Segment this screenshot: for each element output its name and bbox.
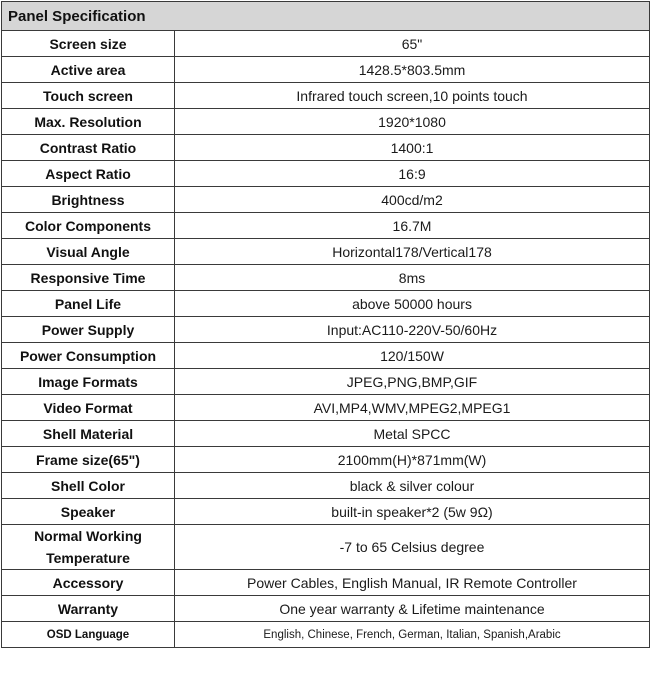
row-label: Power Consumption xyxy=(2,343,175,369)
row-label: Video Format xyxy=(2,395,175,421)
table-row xyxy=(2,499,650,525)
table-row xyxy=(2,213,650,239)
row-value: -7 to 65 Celsius degree xyxy=(175,525,650,570)
row-value: 65" xyxy=(175,31,650,57)
table-row xyxy=(2,622,650,648)
table-row xyxy=(2,369,650,395)
row-label: Responsive Time xyxy=(2,265,175,291)
table-row xyxy=(2,317,650,343)
table-row xyxy=(2,239,650,265)
row-label: Contrast Ratio xyxy=(2,135,175,161)
row-value: 400cd/m2 xyxy=(175,187,650,213)
row-label: Frame size(65") xyxy=(2,447,175,473)
row-value: built-in speaker*2 (5w 9Ω) xyxy=(175,499,650,525)
row-value: One year warranty & Lifetime maintenance xyxy=(175,596,650,622)
row-label: Speaker xyxy=(2,499,175,525)
table-row xyxy=(2,135,650,161)
table-row xyxy=(2,83,650,109)
row-label: Accessory xyxy=(2,570,175,596)
table-row xyxy=(2,31,650,57)
row-value: Power Cables, English Manual, IR Remote Controller xyxy=(175,570,650,596)
row-value: Horizontal178/Vertical178 xyxy=(175,239,650,265)
row-label: Warranty xyxy=(2,596,175,622)
row-label: Visual Angle xyxy=(2,239,175,265)
row-label: Panel Life xyxy=(2,291,175,317)
table-row xyxy=(2,447,650,473)
row-value: 1400:1 xyxy=(175,135,650,161)
row-label: Touch screen xyxy=(2,83,175,109)
table-row xyxy=(2,109,650,135)
row-value: Input:AC110-220V-50/60Hz xyxy=(175,317,650,343)
row-label: Brightness xyxy=(2,187,175,213)
row-value: JPEG,PNG,BMP,GIF xyxy=(175,369,650,395)
table-row xyxy=(2,421,650,447)
row-value: above 50000 hours xyxy=(175,291,650,317)
table-row xyxy=(2,265,650,291)
row-value: Metal SPCC xyxy=(175,421,650,447)
table-row xyxy=(2,343,650,369)
row-label: Active area xyxy=(2,57,175,83)
spec-table xyxy=(1,1,650,648)
row-label: OSD Language xyxy=(2,622,175,648)
header-row xyxy=(2,2,650,31)
row-label: Shell Color xyxy=(2,473,175,499)
row-value: AVI,MP4,WMV,MPEG2,MPEG1 xyxy=(175,395,650,421)
table-row xyxy=(2,473,650,499)
row-value: 120/150W xyxy=(175,343,650,369)
row-label: Color Components xyxy=(2,213,175,239)
row-value: 16:9 xyxy=(175,161,650,187)
table-row xyxy=(2,395,650,421)
table-row xyxy=(2,525,650,570)
spec-sheet xyxy=(0,1,650,685)
table-row xyxy=(2,291,650,317)
table-row xyxy=(2,161,650,187)
row-label: Shell Material xyxy=(2,421,175,447)
row-label: Normal Working Temperature xyxy=(2,525,175,570)
row-label: Power Supply xyxy=(2,317,175,343)
table-row xyxy=(2,596,650,622)
row-value: 1428.5*803.5mm xyxy=(175,57,650,83)
table-row xyxy=(2,57,650,83)
table-row xyxy=(2,570,650,596)
row-value: 1920*1080 xyxy=(175,109,650,135)
row-label: Screen size xyxy=(2,31,175,57)
row-value: black & silver colour xyxy=(175,473,650,499)
row-value: 16.7M xyxy=(175,213,650,239)
table-title: Panel Specification xyxy=(2,2,650,31)
row-label: Image Formats xyxy=(2,369,175,395)
table-row xyxy=(2,187,650,213)
row-value: Infrared touch screen,10 points touch xyxy=(175,83,650,109)
row-value: English, Chinese, French, German, Italian, Spanish,Arabic xyxy=(175,622,650,648)
row-value: 8ms xyxy=(175,265,650,291)
row-value: 2100mm(H)*871mm(W) xyxy=(175,447,650,473)
row-label: Aspect Ratio xyxy=(2,161,175,187)
row-label: Max. Resolution xyxy=(2,109,175,135)
